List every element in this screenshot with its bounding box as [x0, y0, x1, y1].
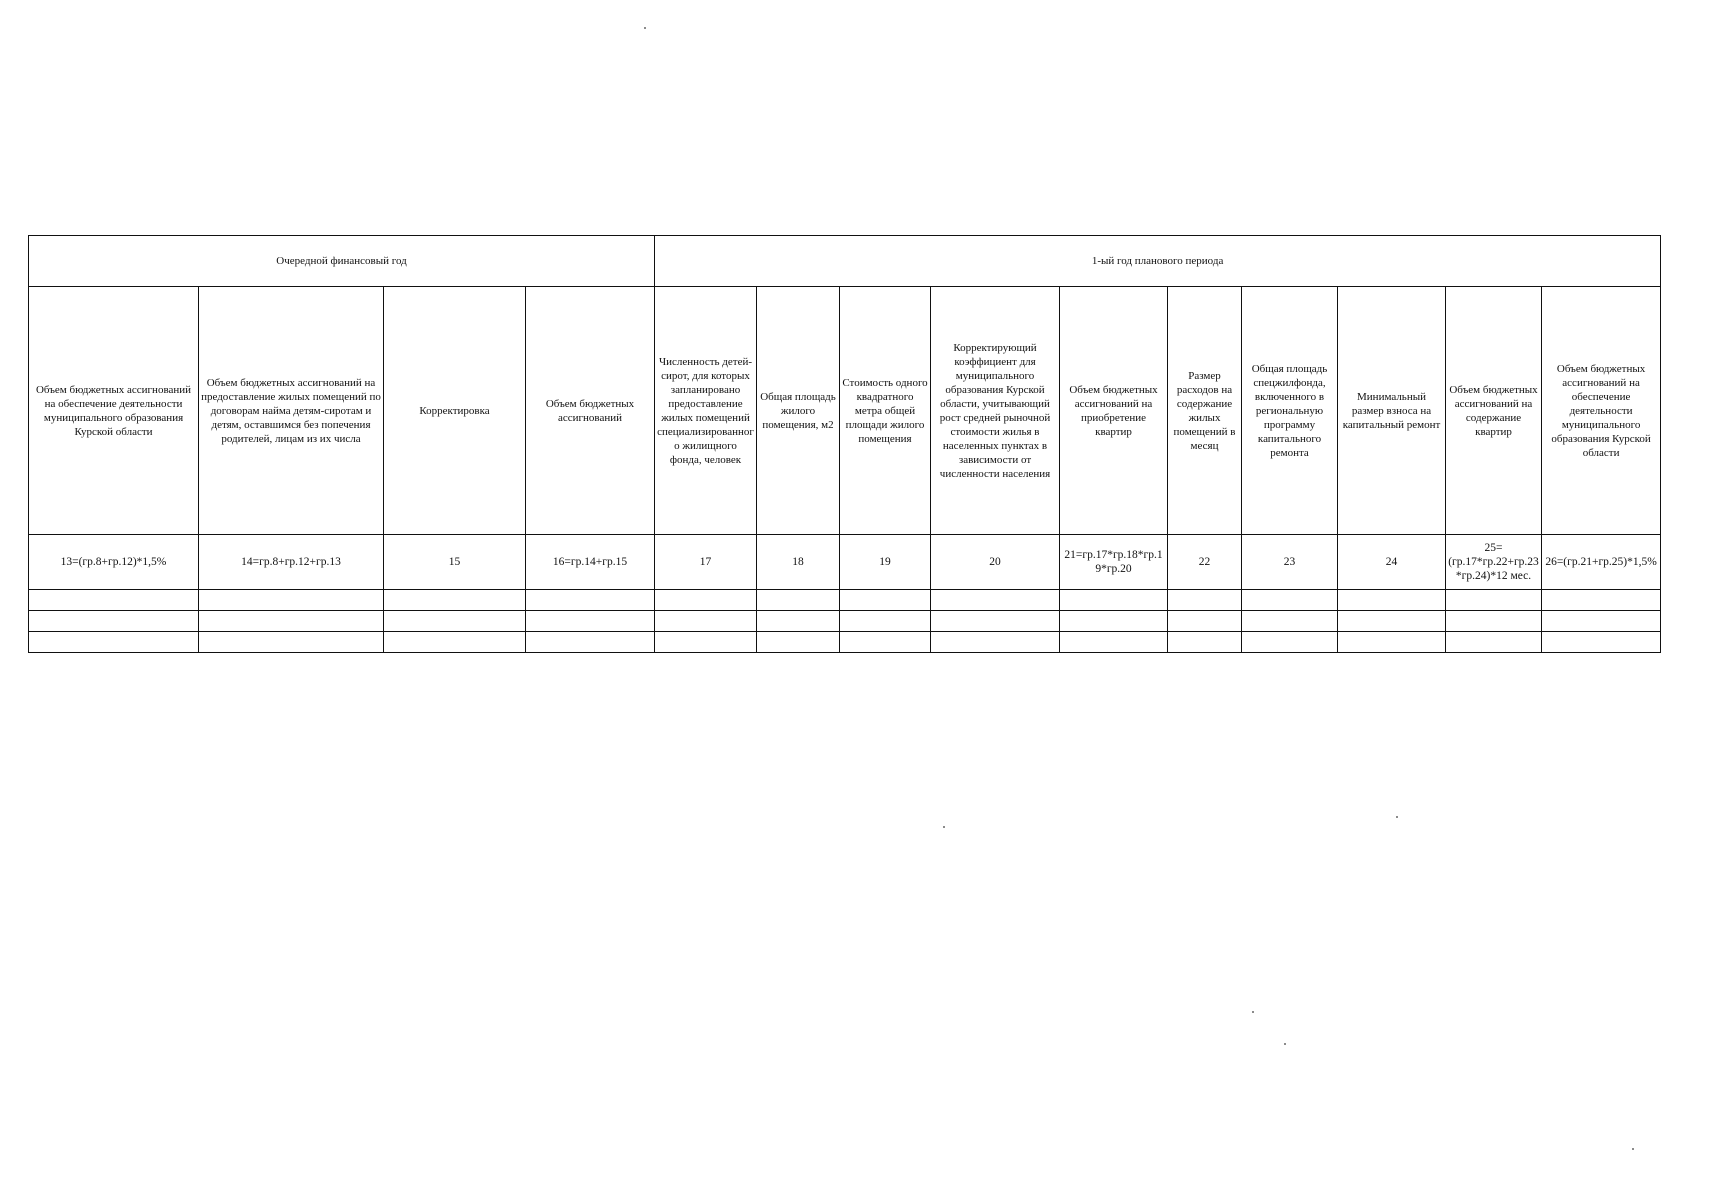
table-cell	[1542, 590, 1661, 611]
table-cell	[1446, 632, 1542, 653]
column-number: 26=(гр.21+гр.25)*1,5%	[1542, 535, 1661, 590]
column-number: 23	[1242, 535, 1338, 590]
table-cell	[1542, 611, 1661, 632]
scan-speck	[1396, 816, 1398, 818]
table-cell	[655, 632, 757, 653]
column-number: 15	[384, 535, 526, 590]
table-cell	[931, 611, 1060, 632]
table-cell	[655, 611, 757, 632]
budget-table	[28, 235, 1661, 653]
group-header-row	[29, 236, 1661, 287]
table-cell	[29, 590, 199, 611]
table-cell	[757, 632, 840, 653]
table-cell	[384, 590, 526, 611]
table-cell	[840, 611, 931, 632]
group-current-year: Очередной финансовый год	[29, 236, 655, 287]
table-cell	[526, 632, 655, 653]
table-cell	[384, 632, 526, 653]
table-cell	[1446, 611, 1542, 632]
column-header: Объем бюджетных ассигнований на предоставление жилых помещений по договорам найма детям-сиротам и детям, оставшимся без попечения родителей, лицам из их числа	[199, 287, 384, 535]
column-header: Объем бюджетных ассигнований на содержание квартир	[1446, 287, 1542, 535]
column-number: 20	[931, 535, 1060, 590]
column-header-row	[29, 287, 1661, 535]
table-cell	[384, 611, 526, 632]
table-cell	[1542, 632, 1661, 653]
column-number: 13=(гр.8+гр.12)*1,5%	[29, 535, 199, 590]
table-cell	[655, 590, 757, 611]
column-number: 18	[757, 535, 840, 590]
table-cell	[840, 632, 931, 653]
column-header: Минимальный размер взноса на капитальный ремонт	[1338, 287, 1446, 535]
table-cell	[1446, 590, 1542, 611]
budget-sheet	[28, 235, 1660, 653]
scan-speck	[644, 27, 646, 29]
column-header: Стоимость одного квадратного метра общей площади жилого помещения	[840, 287, 931, 535]
table-cell	[1338, 590, 1446, 611]
column-header: Объем бюджетных ассигнований на приобретение квартир	[1060, 287, 1168, 535]
column-header: Корректировка	[384, 287, 526, 535]
column-number-row	[29, 535, 1661, 590]
table-cell	[1060, 611, 1168, 632]
table-cell	[1242, 590, 1338, 611]
table-cell	[931, 590, 1060, 611]
table-cell	[526, 590, 655, 611]
table-cell	[1168, 632, 1242, 653]
table-cell	[29, 632, 199, 653]
column-header: Размер расходов на содержание жилых помещений в месяц	[1168, 287, 1242, 535]
table-cell	[199, 632, 384, 653]
table-cell	[1168, 611, 1242, 632]
column-number: 16=гр.14+гр.15	[526, 535, 655, 590]
table-cell	[29, 611, 199, 632]
table-cell	[757, 611, 840, 632]
scan-speck	[1252, 1011, 1254, 1013]
table-cell	[840, 590, 931, 611]
column-number: 21=гр.17*гр.18*гр.19*гр.20	[1060, 535, 1168, 590]
column-number: 17	[655, 535, 757, 590]
column-number: 24	[1338, 535, 1446, 590]
column-header: Объем бюджетных ассигнований на обеспечение деятельности муниципального образования Курской области	[29, 287, 199, 535]
table-row	[29, 632, 1661, 653]
column-header: Общая площадь жилого помещения, м2	[757, 287, 840, 535]
table-cell	[1242, 611, 1338, 632]
table-cell	[1060, 632, 1168, 653]
table-cell	[526, 611, 655, 632]
table-cell	[1168, 590, 1242, 611]
column-header: Численность детей-сирот, для которых запланировано предоставление жилых помещений специализированного жилищного фонда, человек	[655, 287, 757, 535]
group-plan-year-1: 1-ый год планового периода	[655, 236, 1661, 287]
column-header: Общая площадь спецжилфонда, включенного в региональную программу капитального ремонта	[1242, 287, 1338, 535]
table-cell	[757, 590, 840, 611]
column-header: Объем бюджетных ассигнований на обеспечение деятельности муниципального образования Курской области	[1542, 287, 1661, 535]
column-header: Корректирующий коэффициент для муниципального образования Курской области, учитывающий рост средней рыночной стоимости жилья в населенных пунктах в зависимости от численности населения	[931, 287, 1060, 535]
table-row	[29, 590, 1661, 611]
scan-speck	[943, 826, 945, 828]
table-cell	[1338, 632, 1446, 653]
column-number: 22	[1168, 535, 1242, 590]
scan-speck	[1284, 1043, 1286, 1045]
column-header: Объем бюджетных ассигнований	[526, 287, 655, 535]
table-cell	[1060, 590, 1168, 611]
column-number: 19	[840, 535, 931, 590]
table-cell	[1242, 632, 1338, 653]
table-cell	[931, 632, 1060, 653]
table-cell	[199, 590, 384, 611]
table-row	[29, 611, 1661, 632]
table-cell	[1338, 611, 1446, 632]
column-number: 25=(гр.17*гр.22+гр.23*гр.24)*12 мес.	[1446, 535, 1542, 590]
column-number: 14=гр.8+гр.12+гр.13	[199, 535, 384, 590]
table-cell	[199, 611, 384, 632]
scan-speck	[1632, 1148, 1634, 1150]
